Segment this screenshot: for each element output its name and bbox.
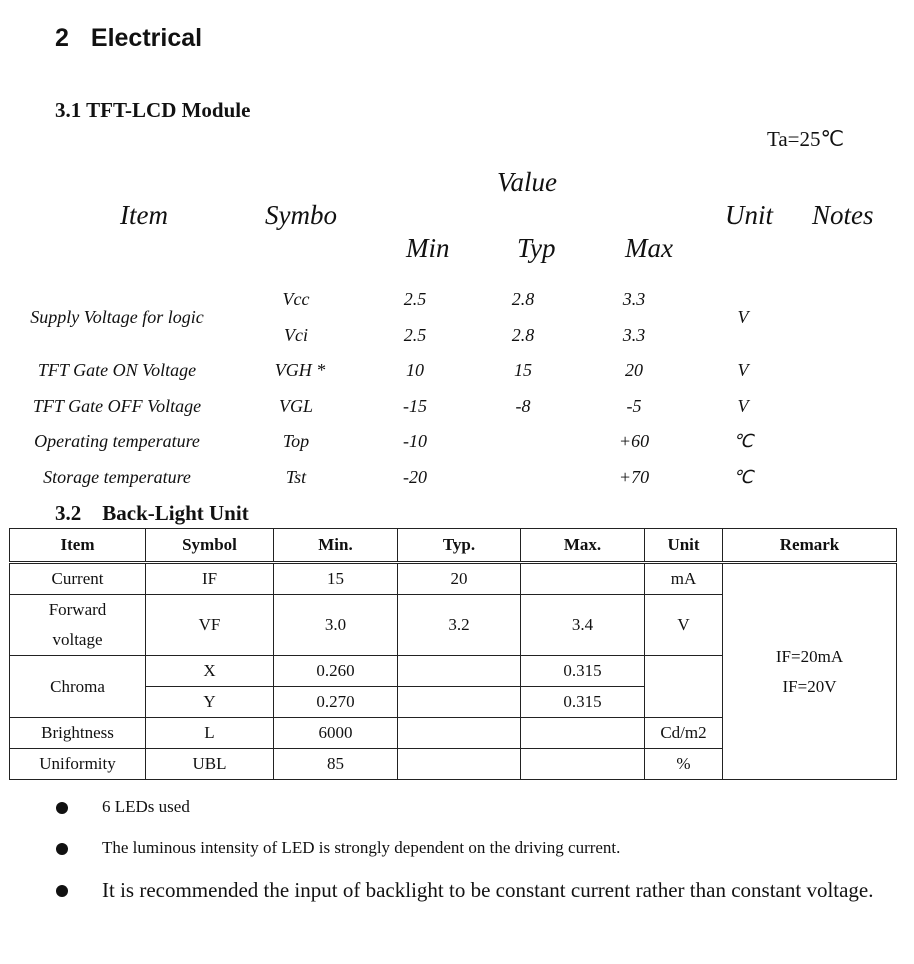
blu-col-item: Item (10, 529, 146, 563)
blu-current-typ: 20 (398, 563, 521, 595)
tft-max-vgl: -5 (626, 396, 642, 416)
tft-header-typ: Typ (517, 233, 556, 263)
tft-header-unit: Unit (725, 200, 774, 230)
blu-current-max (521, 563, 645, 595)
blu-forward-min: 3.0 (274, 595, 398, 656)
tft-max-vci: 3.3 (622, 325, 646, 345)
tft-min-tst: -20 (403, 467, 427, 487)
blu-remark (723, 563, 897, 780)
blu-chroma-y-typ (398, 687, 521, 718)
tft-unit-tst: ℃ (732, 467, 754, 487)
blu-remark-line1: IF=20mA (775, 646, 844, 666)
tft-max-vcc: 3.3 (622, 289, 646, 309)
tft-unit-supply: V (737, 307, 749, 327)
blu-table (9, 528, 897, 780)
blu-chroma-x-symbol: X (146, 656, 274, 687)
blu-header-row (10, 529, 897, 563)
tft-symbol-vci: Vci (284, 325, 308, 345)
tft-header-notes: Notes (812, 200, 874, 230)
tft-min-vci: 2.5 (403, 325, 427, 345)
blu-brightness-typ (398, 718, 521, 749)
tft-symbol-vcc: Vcc (282, 289, 310, 309)
tft-item-gate-on: TFT Gate ON Voltage (37, 360, 197, 380)
blu-heading: 3.2 Back-Light Unit (55, 501, 249, 525)
tft-typ-vgl: -8 (515, 396, 531, 416)
tft-item-gate-off: TFT Gate OFF Voltage (32, 396, 202, 416)
blu-chroma-unit (645, 656, 723, 718)
blu-brightness-symbol: L (146, 718, 274, 749)
blu-uniformity-typ (398, 749, 521, 780)
blu-uniformity-unit: % (645, 749, 723, 780)
blu-brightness-max (521, 718, 645, 749)
tft-max-vgh: 20 (625, 360, 643, 380)
blu-forward-item-line1: Forward (48, 600, 107, 619)
blu-col-unit: Unit (645, 529, 723, 563)
bullet-icon (56, 843, 68, 855)
blu-col-remark: Remark (723, 529, 897, 563)
tft-header-symbol: Symbo (265, 200, 337, 230)
tft-item-supply: Supply Voltage for logic (30, 307, 204, 327)
blu-col-max: Max. (521, 529, 645, 563)
list-item (40, 875, 880, 905)
tft-typ-vci: 2.8 (511, 325, 535, 345)
blu-current-item: Current (10, 563, 146, 595)
blu-brightness-unit: Cd/m2 (645, 718, 723, 749)
tft-header-min: Min (406, 233, 450, 263)
blu-chroma-y-min: 0.270 (274, 687, 398, 718)
section-title: Electrical (90, 24, 203, 52)
blu-chroma-x-typ (398, 656, 521, 687)
tft-max-tst: +70 (618, 467, 650, 487)
blu-col-typ: Typ. (398, 529, 521, 563)
blu-col-min: Min. (274, 529, 398, 563)
blu-chroma-x-min: 0.260 (274, 656, 398, 687)
blu-uniformity-symbol: UBL (146, 749, 274, 780)
tft-symbol-vgh: VGH * (274, 360, 326, 380)
ambient-condition: Ta=25℃ (767, 127, 845, 151)
blu-brightness-item: Brightness (10, 718, 146, 749)
tft-unit-top: ℃ (732, 431, 754, 451)
blu-forward-max: 3.4 (521, 595, 645, 656)
tft-header-item: Item (120, 200, 168, 230)
tft-unit-vgl: V (737, 396, 749, 416)
blu-remark-line2: IF=20V (782, 676, 837, 696)
blu-uniformity-min: 85 (274, 749, 398, 780)
tft-typ-vgh: 15 (514, 360, 532, 380)
tft-min-top: -10 (403, 431, 427, 451)
blu-forward-item-line2: voltage (52, 630, 103, 649)
tft-symbol-tst: Tst (285, 467, 307, 487)
tft-min-vcc: 2.5 (403, 289, 427, 309)
blu-forward-unit: V (645, 595, 723, 656)
section-number: 2 (55, 24, 69, 52)
tft-symbol-top: Top (282, 431, 310, 451)
blu-brightness-min: 6000 (274, 718, 398, 749)
blu-forward-symbol: VF (146, 595, 274, 656)
note-text: The luminous intensity of LED is strongly dependent on the driving current. (102, 838, 621, 857)
tft-heading: 3.1 TFT-LCD Module (55, 98, 251, 122)
notes-list (40, 793, 880, 918)
blu-current-min: 15 (274, 563, 398, 595)
blu-col-symbol: Symbol (146, 529, 274, 563)
tft-header-max: Max (625, 233, 673, 263)
blu-chroma-y-max: 0.315 (521, 687, 645, 718)
section-heading (55, 24, 202, 53)
blu-uniformity-item: Uniformity (10, 749, 146, 780)
bullet-icon (56, 802, 68, 814)
blu-chroma-x-max: 0.315 (521, 656, 645, 687)
table-row (10, 563, 897, 595)
tft-unit-vgh: V (737, 360, 749, 380)
tft-typ-vcc: 2.8 (511, 289, 535, 309)
note-text: It is recommended the input of backlight to be constant current rather than constant voltage. (102, 878, 874, 902)
list-item (40, 834, 880, 862)
blu-chroma-item: Chroma (10, 656, 146, 718)
tft-min-vgl: -15 (403, 396, 427, 416)
blu-forward-item (10, 595, 146, 656)
tft-item-operating: Operating temperature (34, 431, 200, 451)
blu-forward-typ: 3.2 (398, 595, 521, 656)
bullet-icon (56, 885, 68, 897)
list-item (40, 793, 880, 821)
blu-current-unit: mA (645, 563, 723, 595)
blu-uniformity-max (521, 749, 645, 780)
tft-symbol-vgl: VGL (278, 396, 314, 416)
tft-item-storage: Storage temperature (43, 467, 191, 487)
blu-current-symbol: IF (146, 563, 274, 595)
tft-header-value: Value (497, 167, 557, 197)
blu-chroma-y-symbol: Y (146, 687, 274, 718)
note-text: 6 LEDs used (102, 797, 190, 816)
tft-max-top: +60 (618, 431, 650, 451)
tft-min-vgh: 10 (406, 360, 424, 380)
